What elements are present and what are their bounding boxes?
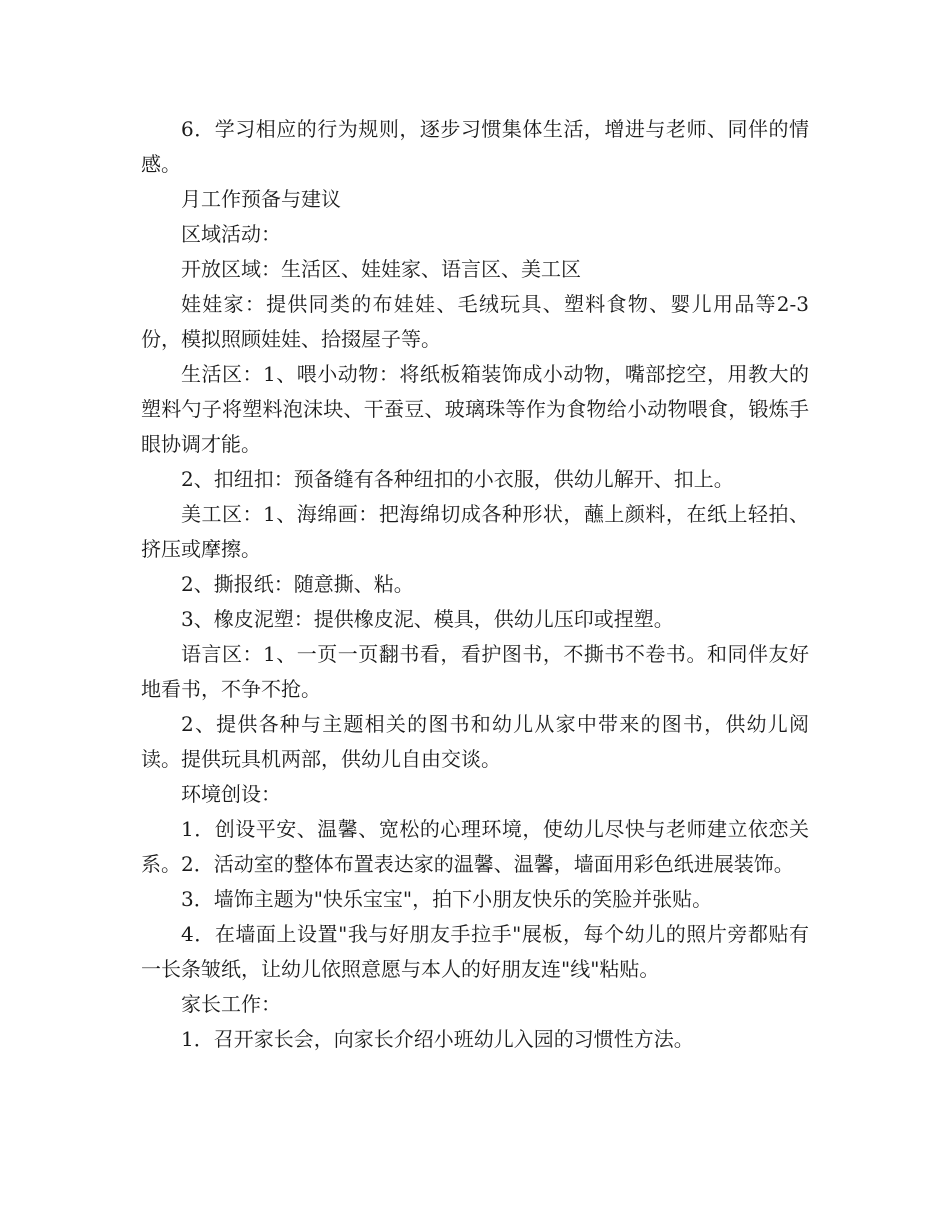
document-body	[141, 112, 809, 1057]
section-heading-area-activities: 区域活动：	[181, 222, 281, 246]
paragraph-art-newspaper: 2、撕报纸：随意撕、粘。	[181, 572, 414, 596]
paragraph-life-area-feeding: 生活区：1、喂小动物：将纸板箱装饰成小动物，嘴部挖空，用教大的塑料勺子将塑料泡沫块、干蚕豆、玻璃珠等作为食物给小动物喂食，锻炼手眼协调才能。	[141, 362, 809, 456]
section-heading-monthly-work: 月工作预备与建议	[181, 187, 341, 211]
paragraph-open-areas: 开放区域：生活区、娃娃家、语言区、美工区	[181, 257, 581, 281]
paragraph-parent-meeting: 1．召开家长会，向家长介绍小班幼儿入园的习惯性方法。	[181, 1027, 694, 1051]
paragraph-language-reading: 2、提供各种与主题相关的图书和幼儿从家中带来的图书，供幼儿阅读。提供玩具机两部，供幼儿自由交谈。	[141, 712, 809, 771]
paragraph-art-sponge: 美工区：1、海绵画：把海绵切成各种形状，蘸上颜料，在纸上轻拍、挤压或摩擦。	[141, 502, 809, 561]
paragraph-language-books: 语言区：1、一页一页翻书看，看护图书，不撕书不卷书。和同伴友好地看书，不争不抢。	[141, 642, 809, 701]
section-heading-parent-work: 家长工作：	[181, 992, 281, 1016]
paragraph-environment-3: 3．墙饰主题为"快乐宝宝"，拍下小朋友快乐的笑脸并张贴。	[181, 887, 713, 911]
paragraph-environment-4: 4．在墙面上设置"我与好朋友手拉手"展板，每个幼儿的照片旁都贴有一长条皱纸，让幼儿依照意愿与本人的好朋友连"线"粘贴。	[141, 922, 809, 981]
paragraph-art-clay: 3、橡皮泥塑：提供橡皮泥、模具，供幼儿压印或捏塑。	[181, 607, 674, 631]
paragraph-goal-6: 6．学习相应的行为规则，逐步习惯集体生活，增进与老师、同伴的情感。	[141, 117, 809, 176]
paragraph-life-area-buttons: 2、扣纽扣：预备缝有各种纽扣的小衣服，供幼儿解开、扣上。	[181, 467, 734, 491]
paragraph-environment-1-2: 1．创设平安、温馨、宽松的心理环境，使幼儿尽快与老师建立依恋关系。2．活动室的整体布置表达家的温馨、温馨，墙面用彩色纸进展装饰。	[141, 817, 809, 876]
section-heading-environment: 环境创设：	[181, 782, 281, 806]
paragraph-doll-house: 娃娃家：提供同类的布娃娃、毛绒玩具、塑料食物、婴儿用品等2-3份，模拟照顾娃娃、拾掇屋子等。	[141, 292, 809, 351]
